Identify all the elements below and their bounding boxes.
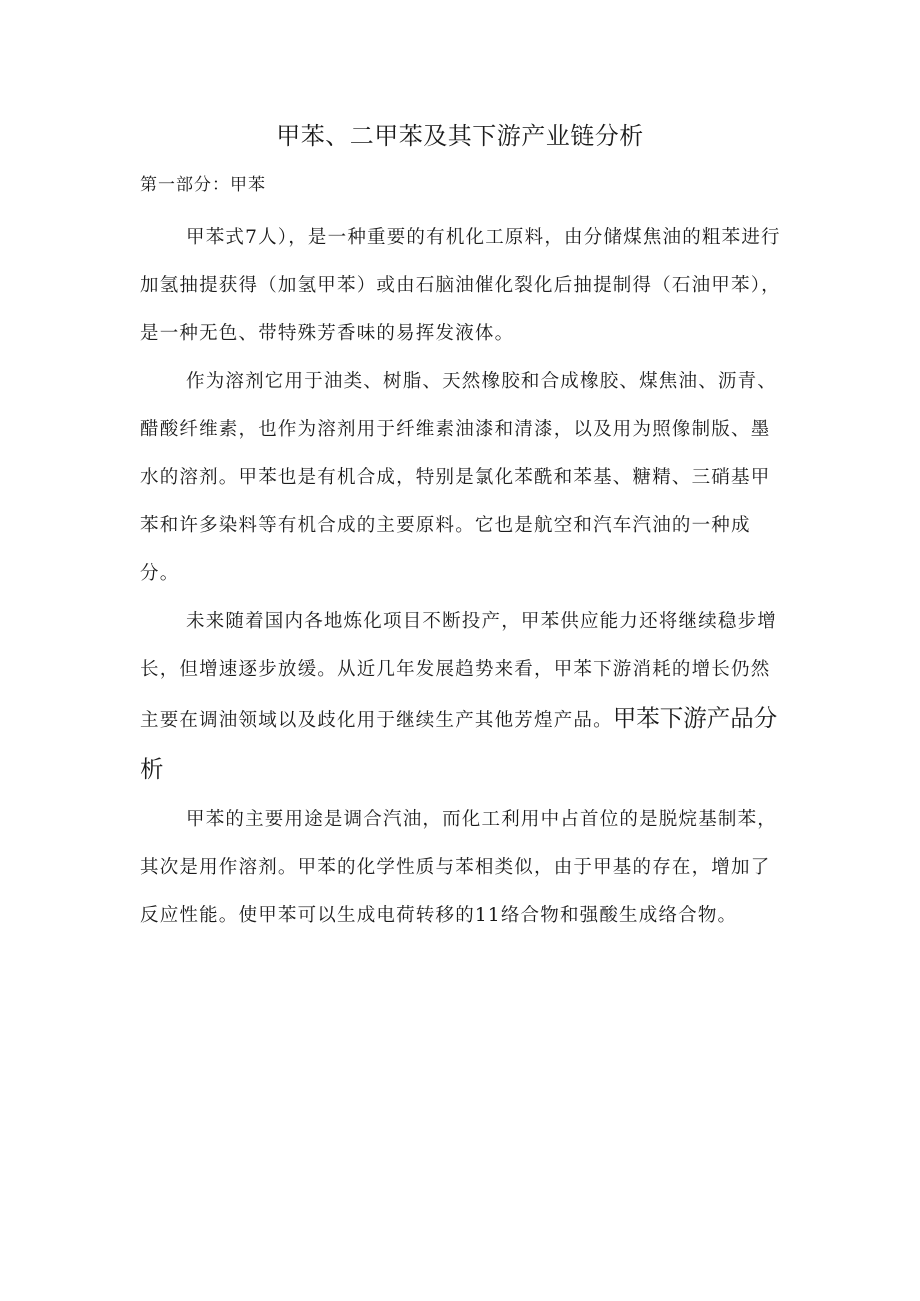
document-title: 甲苯、二甲苯及其下游产业链分析 <box>276 122 644 150</box>
paragraph-4: 甲苯的主要用途是调合汽油，而化工利用中占首位的是脱烷基制苯，其次是用作溶剂。甲苯的化学性质与苯相类似，由于甲基的存在，增加了反应性能。使甲苯可以生成电荷转移的11络合物和强酸生成络合物。 <box>140 809 778 926</box>
section-label: 第一部分：甲苯 <box>140 175 266 195</box>
paragraph-1: 甲苯式7人），是一种重要的有机化工原料，由分储煤焦油的粗苯进行加氢抽提获得（加氢甲苯）或由石脑油催化裂化后抽提制得（石油甲苯），是一种无色、带特殊芳香味的易挥发液体。 <box>140 227 781 344</box>
document-body <box>140 214 790 940</box>
downstream-products-heading: 甲苯下游产品分析 <box>140 704 778 783</box>
paragraph-2: 作为溶剂它用于油类、树脂、天然橡胶和合成橡胶、煤焦油、沥青、醋酸纤维素，也作为溶剂用于纤维素油漆和清漆，以及用为照像制版、墨水的溶剂。甲苯也是有机合成，特别是氯化苯酰和苯基、糖精、三硝基甲苯和许多染料等有机合成的主要原料。它也是航空和汽车汽油的一种成分。 <box>140 371 778 584</box>
paragraph-3 <box>140 598 790 796</box>
paragraph-3-text: 未来随着国内各地炼化项目不断投产，甲苯供应能力还将继续稳步增长，但增速逐步放缓。从近几年发展趋势来看，甲苯下游消耗的增长仍然主要在调油领域以及歧化用于继续生产其他芳煌产品。 <box>140 611 778 731</box>
